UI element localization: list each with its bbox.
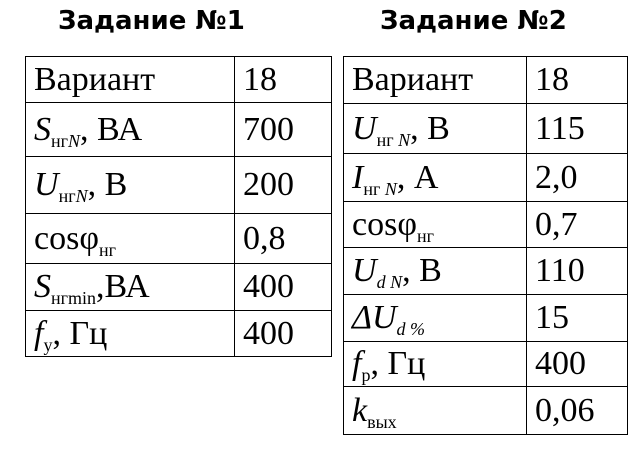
table-row bbox=[26, 157, 332, 214]
table-row bbox=[344, 248, 628, 295]
param-subscript: р bbox=[361, 365, 371, 385]
table-row bbox=[26, 214, 332, 264]
param-label bbox=[344, 387, 527, 435]
table-row bbox=[26, 103, 332, 157]
param-label bbox=[26, 214, 235, 264]
variant-value-1: 18 bbox=[235, 57, 332, 103]
param-symbol: k bbox=[352, 391, 368, 429]
param-unit: , Гц bbox=[52, 314, 108, 352]
param-symbol: U bbox=[352, 252, 377, 289]
param-value: 0,06 bbox=[527, 387, 628, 435]
table-row bbox=[26, 57, 332, 103]
param-subscript: нгN bbox=[51, 130, 81, 151]
param-unit: , Гц bbox=[370, 345, 426, 382]
param-unit: , В bbox=[402, 252, 442, 289]
param-label bbox=[26, 157, 235, 214]
param-label bbox=[344, 295, 527, 342]
param-value: 700 bbox=[235, 103, 332, 157]
table-row bbox=[344, 295, 628, 342]
param-label bbox=[26, 264, 235, 311]
variant-label-1: Вариант bbox=[26, 57, 235, 103]
param-unit: , В bbox=[410, 109, 450, 147]
param-value: 2,0 bbox=[527, 154, 628, 202]
param-symbol: S bbox=[34, 268, 51, 305]
param-symbol: f bbox=[352, 345, 362, 382]
param-label bbox=[26, 311, 235, 357]
param-value: 200 bbox=[235, 157, 332, 214]
task1-table bbox=[25, 56, 332, 357]
param-label bbox=[344, 202, 527, 248]
table-row bbox=[344, 342, 628, 387]
task2-title: Задание №2 bbox=[380, 6, 567, 36]
param-symbol: f bbox=[34, 314, 44, 352]
param-unit: , ВА bbox=[80, 110, 143, 148]
table-row bbox=[26, 311, 332, 357]
param-symbol: S bbox=[34, 110, 51, 148]
param-subscript: нг bbox=[98, 239, 116, 260]
param-label bbox=[26, 103, 235, 157]
param-symbol: I bbox=[352, 158, 364, 196]
task1-title: Задание №1 bbox=[58, 6, 245, 36]
variant-value-2: 18 bbox=[527, 57, 628, 104]
param-value: 115 bbox=[527, 104, 628, 154]
param-label bbox=[344, 104, 527, 154]
param-label bbox=[344, 248, 527, 295]
param-unit: ,ВА bbox=[96, 268, 150, 305]
table-row bbox=[344, 104, 628, 154]
param-symbol: cosφ bbox=[352, 205, 417, 243]
table-row bbox=[344, 57, 628, 104]
param-value: 400 bbox=[235, 264, 332, 311]
table-row bbox=[344, 387, 628, 435]
table-row bbox=[26, 264, 332, 311]
param-unit: , А bbox=[396, 158, 439, 196]
param-symbol: cosφ bbox=[34, 219, 99, 257]
param-subscript: d N bbox=[376, 272, 403, 292]
param-value: 15 bbox=[527, 295, 628, 342]
table-row bbox=[344, 202, 628, 248]
param-subscript: нг bbox=[416, 225, 434, 246]
task2-table bbox=[343, 56, 628, 435]
param-value: 0,7 bbox=[527, 202, 628, 248]
param-subscript: нгmin bbox=[51, 288, 97, 308]
param-value: 400 bbox=[527, 342, 628, 387]
variant-label-2: Вариант bbox=[344, 57, 527, 104]
param-subscript: нгN bbox=[58, 186, 88, 206]
param-subscript: вых bbox=[367, 411, 397, 432]
param-subscript: у bbox=[43, 334, 53, 355]
param-label bbox=[344, 342, 527, 387]
table-row bbox=[344, 154, 628, 202]
param-value: 110 bbox=[527, 248, 628, 295]
param-symbol: ΔU bbox=[352, 299, 397, 336]
param-value: 400 bbox=[235, 311, 332, 357]
param-label bbox=[344, 154, 527, 202]
param-subscript: нг N bbox=[376, 129, 411, 150]
param-unit: , В bbox=[87, 166, 128, 203]
param-value: 0,8 bbox=[235, 214, 332, 264]
param-subscript: d % bbox=[396, 319, 426, 339]
param-symbol: U bbox=[34, 166, 59, 203]
param-symbol: U bbox=[352, 109, 377, 147]
param-subscript: нг N bbox=[363, 178, 397, 199]
